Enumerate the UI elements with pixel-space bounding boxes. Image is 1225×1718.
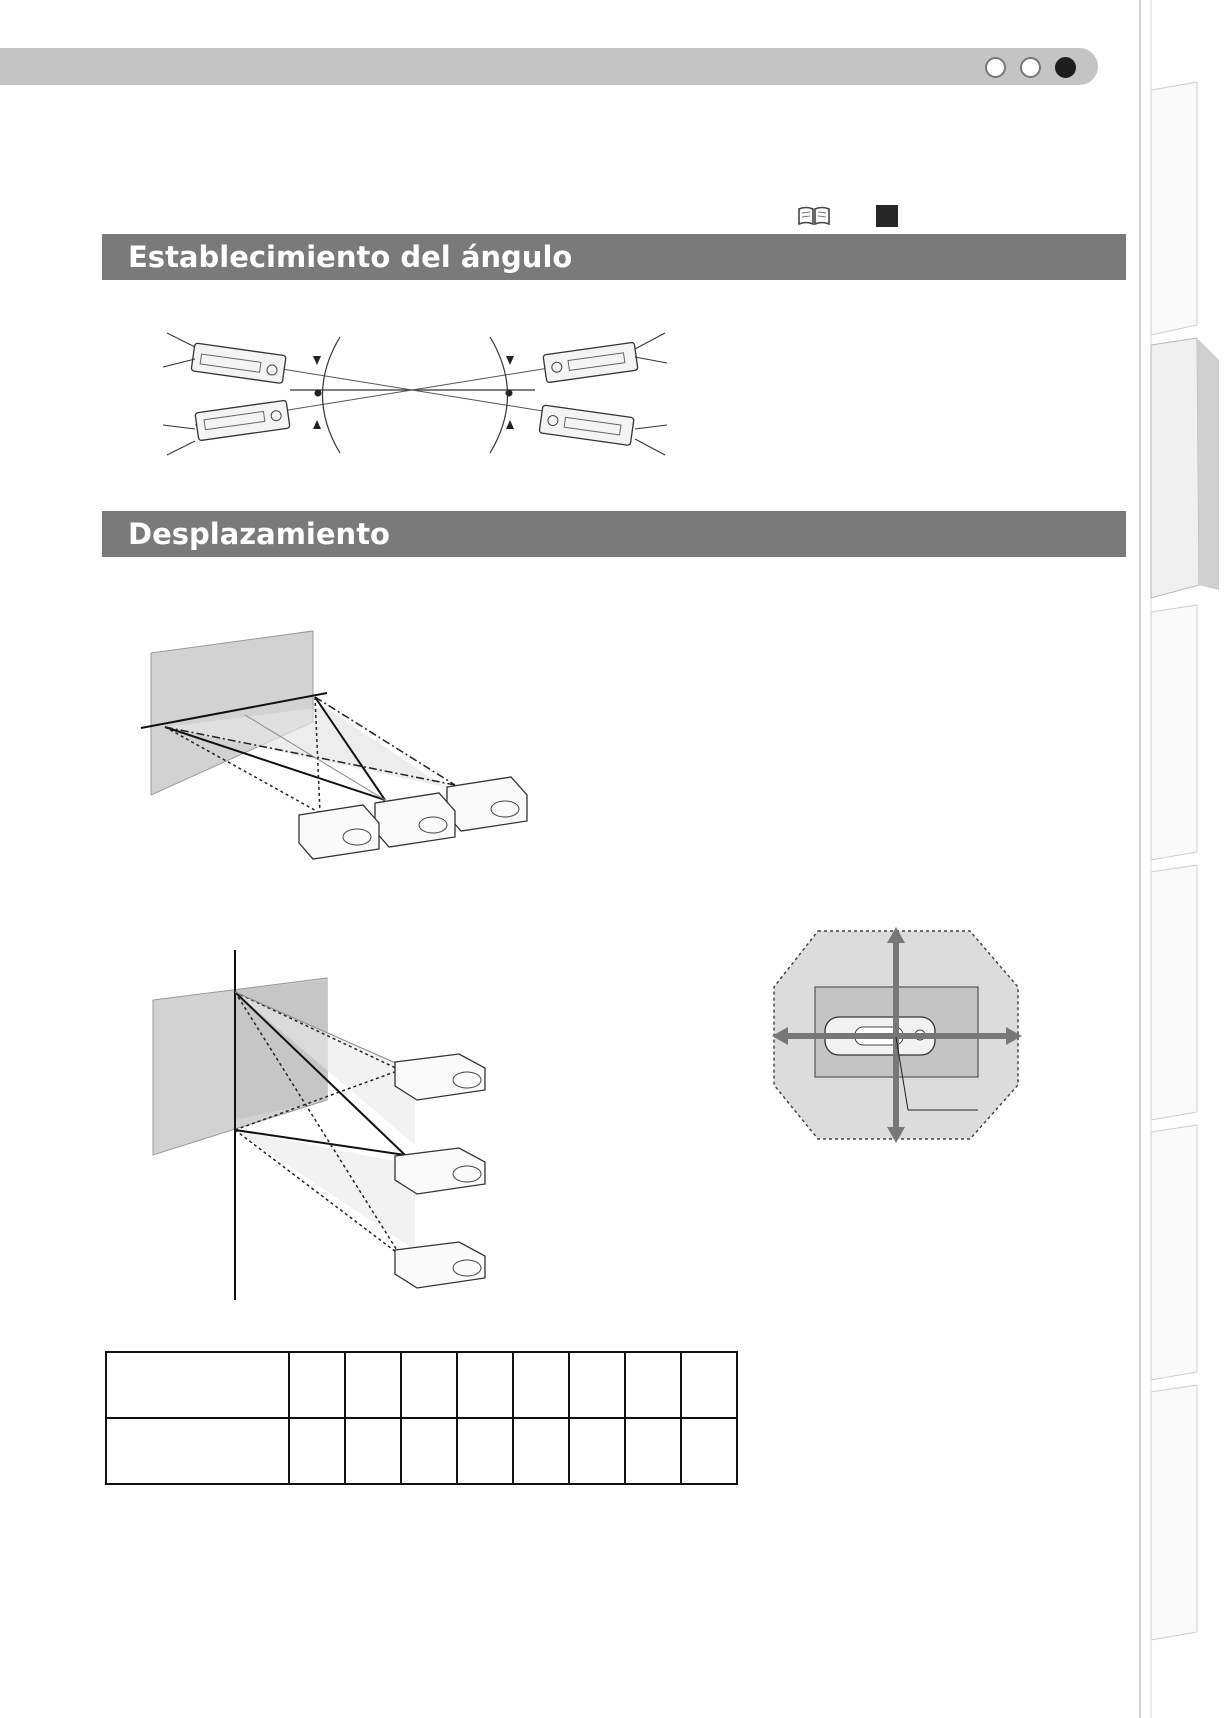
table-cell xyxy=(106,1352,289,1418)
table-cell xyxy=(513,1418,569,1484)
table-cell xyxy=(569,1352,625,1418)
projector-top-left xyxy=(191,343,286,384)
table-cell xyxy=(569,1418,625,1484)
table-cell xyxy=(681,1418,737,1484)
projector-top-right xyxy=(543,342,638,383)
step-indicator-1 xyxy=(985,57,1006,78)
projector-bottom-left xyxy=(195,400,290,441)
black-square-icon xyxy=(876,205,898,227)
table-cell xyxy=(106,1418,289,1484)
step-indicator-2 xyxy=(1020,57,1041,78)
table-row xyxy=(106,1418,737,1484)
header-bar xyxy=(0,48,1098,85)
table-cell xyxy=(289,1352,345,1418)
projector-center-2 xyxy=(375,793,455,847)
step-indicator-3-active xyxy=(1055,57,1076,78)
table-cell xyxy=(401,1418,457,1484)
section-title-shift: Desplazamiento xyxy=(102,511,1126,557)
projector-lower xyxy=(395,1242,485,1288)
projector-middle xyxy=(395,1148,485,1194)
horizontal-shift-diagram xyxy=(135,625,555,865)
angle-diagram xyxy=(155,325,675,465)
chapter-index-tabs xyxy=(1137,0,1225,1718)
projector-upper xyxy=(395,1054,485,1100)
table-cell xyxy=(457,1418,513,1484)
shift-range-diagram xyxy=(770,925,1025,1145)
table-row xyxy=(106,1352,737,1418)
table-cell xyxy=(457,1352,513,1418)
table-cell xyxy=(401,1352,457,1418)
projector-bottom-right xyxy=(539,405,634,446)
projector-center-3 xyxy=(299,805,379,859)
table-cell xyxy=(625,1352,681,1418)
table-cell xyxy=(289,1418,345,1484)
section-title-angle: Establecimiento del ángulo xyxy=(102,234,1126,280)
table-cell xyxy=(513,1352,569,1418)
vertical-shift-diagram xyxy=(145,950,505,1300)
table-cell xyxy=(681,1352,737,1418)
book-icon xyxy=(797,206,831,226)
table-cell xyxy=(625,1418,681,1484)
projector-center-1 xyxy=(447,777,527,831)
table-cell xyxy=(345,1352,401,1418)
shift-spec-table xyxy=(105,1351,738,1485)
table-cell xyxy=(345,1418,401,1484)
